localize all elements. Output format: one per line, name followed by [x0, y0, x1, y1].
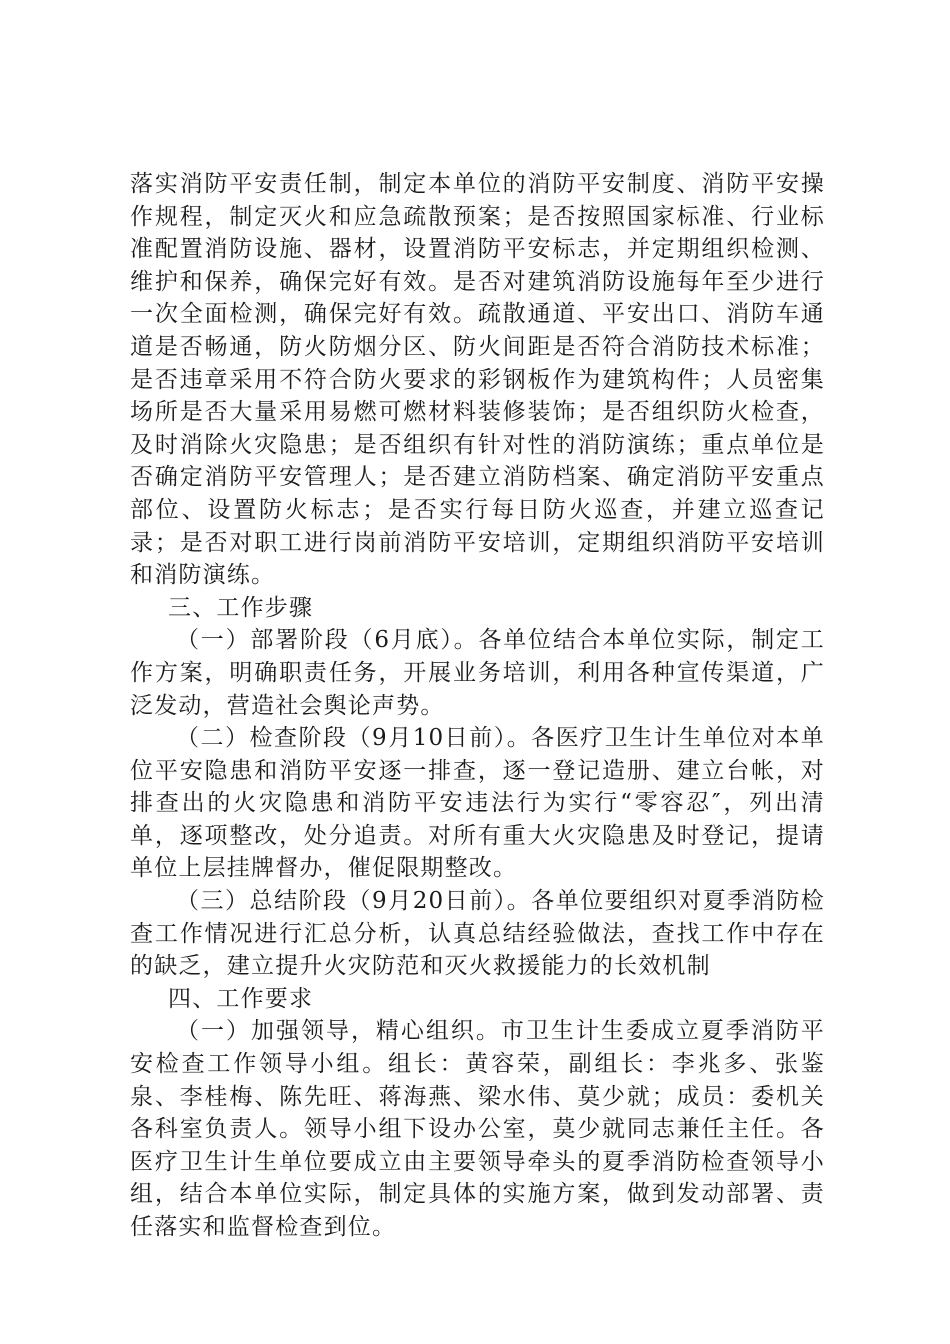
- body-paragraph-fire-safety-checks: 落实消防平安责任制，制定本单位的消防平安制度、消防平安操作规程，制定灭火和应急疏散预案；是否按照国家标准、行业标准配置消防设施、器材，设置消防平安标志，并定期组织检测、维护和保养，确保完好有效。是否对建筑消防设施每年至少进行一次全面检测，确保完好有效。疏散通道、平安出口、消防车通道是否畅通，防火防烟分区、防火间距是否符合消防技术标准；是否违章采用不符合防火要求的彩钢板作为建筑构件；人员密集场所是否大量采用易燃可燃材料装修装饰；是否组织防火检查，及时消除火灾隐患；是否组织有针对性的消防演练；重点单位是否确定消防平安管理人；是否建立消防档案、确定消防平安重点部位、设置防火标志；是否实行每日防火巡查，并建立巡查记录；是否对职工进行岗前消防平安培训，定期组织消防平安培训和消防演练。: [130, 171, 825, 589]
- paragraph-inspection-phase: （二）检查阶段（9月10日前）。各医疗卫生计生单位对本单位平安隐患和消防平安逐一排查，逐一登记造册、建立台帐，对排查出的火灾隐患和消防平安违法行为实行“零容忍″，列出清单，逐项整改，处分追责。对所有重大火灾隐患及时登记，提请单位上层挂牌督办，催促限期整改。: [130, 725, 825, 882]
- paragraph-summary-phase: （三）总结阶段（9月20日前）。各单位要组织对夏季消防检查工作情况进行汇总分析，认真总结经验做法，查找工作中存在的缺乏，建立提升火灾防范和灭火救援能力的长效机制: [130, 888, 825, 980]
- section-heading-work-requirements: 四、工作要求: [168, 985, 314, 1012]
- paragraph-deployment-phase: （一）部署阶段（6月底）。各单位结合本单位实际，制定工作方案，明确职责任务，开展业务培训，利用各种宣传渠道，广泛发动，营造社会舆论声势。: [130, 627, 825, 719]
- section-heading-work-steps: 三、工作步骤: [168, 594, 314, 621]
- document-body: [130, 168, 825, 1244]
- paragraph-leadership-organization: （一）加强领导，精心组织。市卫生计生委成立夏季消防平安检查工作领导小组。组长：黄容荣，副组长：李兆多、张鉴泉、李桂梅、陈先旺、蒋海燕、梁水伟、莫少就；成员：委机关各科室负责人。领导小组下设办公室，莫少就同志兼任主任。各医疗卫生计生单位要成立由主要领导牵头的夏季消防检查领导小组，结合本单位实际，制定具体的实施方案，做到发动部署、责任落实和监督检查到位。: [130, 1018, 825, 1240]
